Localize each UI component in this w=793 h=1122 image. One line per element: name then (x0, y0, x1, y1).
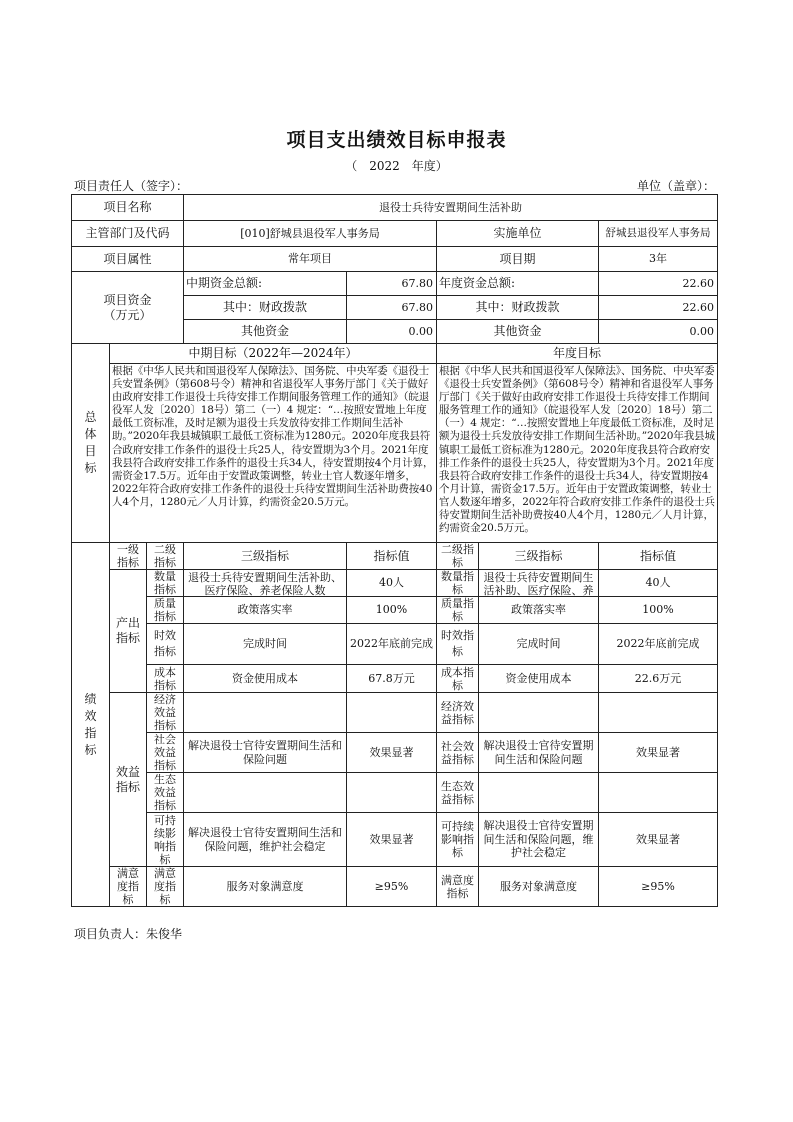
annual-total-value: 22.60 (599, 272, 718, 296)
h-level3-mid: 三级指标 (184, 543, 347, 570)
mid-quality-value: 100% (347, 597, 437, 624)
project-attr-value: 常年项目 (184, 247, 437, 272)
annual-total-label: 年度资金总额: (437, 272, 599, 296)
annual-economic-l2: 经济效益指标 (437, 693, 479, 733)
mid-total-value: 67.80 (347, 272, 437, 296)
h-level2: 二级指标 (147, 543, 184, 570)
l2-quality: 质量指标 (147, 597, 184, 624)
project-manager: 项目负责人：朱俊华 (74, 927, 183, 941)
mid-other-value: 0.00 (347, 320, 437, 344)
annual-sustainable-l2: 可持续影响指标 (437, 813, 479, 867)
unit-seal-label: 单位（盖章）： (636, 179, 715, 193)
annual-economic-l3 (479, 693, 599, 733)
annual-quantity-value: 40人 (599, 570, 718, 597)
project-name-label: 项目名称 (72, 195, 184, 221)
mid-quality-l3: 政策落实率 (184, 597, 347, 624)
mid-fiscal-value: 67.80 (347, 296, 437, 320)
annual-fiscal-value: 22.60 (599, 296, 718, 320)
annual-quantity-l3 (479, 570, 599, 597)
mid-cost-l3: 资金使用成本 (184, 665, 347, 693)
mid-other-label: 其他资金 (184, 320, 347, 344)
l2-satisfaction: 满意度指标 (147, 867, 184, 907)
annual-timeliness-value: 2022年底前完成 (599, 624, 718, 665)
responsible-signature-label: 项目责任人（签字）： (74, 179, 189, 193)
mid-cost-value: 67.8万元 (347, 665, 437, 693)
mid-sustainable-l3: 解决退役士官待安置期间生活和保险问题，维护社会稳定 (184, 813, 347, 867)
annual-social-value: 效果显著 (599, 733, 718, 773)
annual-quality-l2: 质量指标 (437, 597, 479, 624)
mid-ecological-l3 (184, 773, 347, 813)
l2-social: 社会效益指标 (147, 733, 184, 773)
annual-timeliness-l3: 完成时间 (479, 624, 599, 665)
mid-economic-l3 (184, 693, 347, 733)
annual-satisfaction-l3: 服务对象满意度 (479, 867, 599, 907)
annual-fiscal-label: 其中：财政拨款 (437, 296, 599, 320)
report-year: （ 2022 年度） (345, 159, 448, 173)
project-attr-label: 项目属性 (72, 247, 184, 272)
mid-economic-value (347, 693, 437, 733)
annual-ecological-l3 (479, 773, 599, 813)
annual-quality-value: 100% (599, 597, 718, 624)
satisfaction-indicator-label: 满意 度指 标 (110, 867, 147, 907)
mid-fiscal-label: 其中：财政拨款 (184, 296, 347, 320)
mid-timeliness-value: 2022年底前完成 (347, 624, 437, 665)
perf-indicator-label: 绩 效 指 标 (72, 543, 110, 907)
output-indicator-label: 产出 指标 (110, 570, 147, 693)
mid-social-value: 效果显著 (347, 733, 437, 773)
annual-cost-value: 22.6万元 (599, 665, 718, 693)
impl-unit-label: 实施单位 (437, 221, 599, 247)
project-name-value: 退役士兵待安置期间生活补助 (184, 195, 718, 221)
annual-quantity-l3-text: 退役士兵待安置期间生活补助、医疗保险、养 (483, 570, 594, 596)
mid-quantity-l3 (184, 570, 347, 597)
annual-goal-text (437, 364, 718, 543)
h-level3-annual: 三级指标 (479, 543, 599, 570)
annual-cost-l3: 资金使用成本 (479, 665, 599, 693)
l2-quantity: 数量指标 (147, 570, 184, 597)
annual-satisfaction-l2: 满意度指标 (437, 867, 479, 907)
mid-timeliness-l3: 完成时间 (184, 624, 347, 665)
mid-quantity-l3-text: 退役士兵待安置期间生活补助、医疗保险、养老保险人数 (188, 570, 342, 596)
annual-goal-content: 根据《中华人民共和国退役军人保障法》、国务院、中央军委《退役士兵安置条例》（第608号令）精神和省退役军人事务厅部门《关于做好由政府安排工作退役士兵待安排工作期间服务管理工作的通知》（皖退役军人发〔2020〕18号）第二（一）4 规定：“…按照安置地上年度最低工资标准，及时足额为退役士兵发放待安排工作期间生活补助。”2020年我县城镇职工最低工资标准为1280元。2020年度我县符合政府安排工作条件的退役士兵25人，待安置期为3个月。2021年度我县符合政府安排工作条件的退役士兵34人，待安置期按4个月计算，需资金17.5万。近年由于安置政策调整，转业士官人数逐年增多，2022年符合政府安排工作条件的退役士兵待安置期间生活补助费按40人4个月，1280元／人月计算，约需资金20.5万元。 (439, 365, 715, 535)
l2-timeliness: 时效指标 (147, 624, 184, 665)
annual-satisfaction-value: ≥95% (599, 867, 718, 907)
performance-target-table (71, 194, 718, 907)
annual-ecological-l2: 生态效益指标 (437, 773, 479, 813)
mid-satisfaction-l3: 服务对象满意度 (184, 867, 347, 907)
overall-goal-label: 总 体 目 标 (72, 344, 110, 543)
project-period-value: 3年 (599, 247, 718, 272)
annual-quality-l3: 政策落实率 (479, 597, 599, 624)
mid-goal-header: 中期目标（2022年—2024年） (110, 344, 437, 364)
funds-label: 项目资金 （万元） (72, 272, 184, 344)
annual-timeliness-l2: 时效指标 (437, 624, 479, 665)
annual-other-value: 0.00 (599, 320, 718, 344)
annual-sustainable-value: 效果显著 (599, 813, 718, 867)
annual-sustainable-l3: 解决退役士官待安置期间生活和保险问题，维护社会稳定 (479, 813, 599, 867)
l2-economic: 经济效益指标 (147, 693, 184, 733)
mid-social-l3: 解决退役士官待安置期间生活和保险问题 (184, 733, 347, 773)
l2-ecological: 生态效益指标 (147, 773, 184, 813)
annual-social-l2: 社会效益指标 (437, 733, 479, 773)
annual-social-l3: 解决退役士官待安置期间生活和保险问题 (479, 733, 599, 773)
mid-quantity-value: 40人 (347, 570, 437, 597)
impl-unit-value: 舒城县退役军人事务局 (599, 221, 718, 247)
annual-quantity-l2: 数量指标 (437, 570, 479, 597)
l2-cost: 成本指标 (147, 665, 184, 693)
dept-value: [010]舒城县退役军人事务局 (184, 221, 437, 247)
annual-ecological-value (599, 773, 718, 813)
mid-satisfaction-value: ≥95% (347, 867, 437, 907)
dept-label: 主管部门及代码 (72, 221, 184, 247)
mid-ecological-value (347, 773, 437, 813)
project-period-label: 项目期 (437, 247, 599, 272)
annual-economic-value (599, 693, 718, 733)
mid-goal-text (110, 364, 437, 543)
h-level1: 一级指标 (110, 543, 147, 570)
annual-goal-header: 年度目标 (437, 344, 718, 364)
mid-total-label: 中期资金总额: (184, 272, 347, 296)
h-value-annual: 指标值 (599, 543, 718, 570)
mid-sustainable-value: 效果显著 (347, 813, 437, 867)
mid-goal-content: 根据《中华人民共和国退役军人保障法》、国务院、中央军委《退役士兵安置条例》（第608号令）精神和省退役军人事务厅部门《关于做好由政府安排工作退役士兵待安排工作期间服务管理工作的通知》（皖退役军人发〔2020〕18号）第二（一）4 规定：“…按照安置地上年度最低工资标准，及时足额为退役士兵发放待安排工作期间生活补助。”2020年我县城镇职工最低工资标准为1280元。2020年度我县符合政府安排工作条件的退役士兵25人，待安置期为3个月。2021年度我县符合政府安排工作条件的退役士兵34人，待安置期按4个月计算，需资金17.5万。近年由于安置政策调整，转业士官人数逐年增多，2022年符合政府安排工作条件的退役士兵待安置期间生活补助费按40人4个月，1280元／人月计算，约需资金20.5万元。 (112, 365, 434, 508)
page-title: 项目支出绩效目标申报表 (286, 129, 507, 151)
benefit-indicator-label: 效益 指标 (110, 693, 147, 867)
l2-sustainable: 可持续影响指标 (147, 813, 184, 867)
annual-other-label: 其他资金 (437, 320, 599, 344)
h-level2-annual: 二级指标 (437, 543, 479, 570)
annual-cost-l2: 成本指标 (437, 665, 479, 693)
h-value-mid: 指标值 (347, 543, 437, 570)
